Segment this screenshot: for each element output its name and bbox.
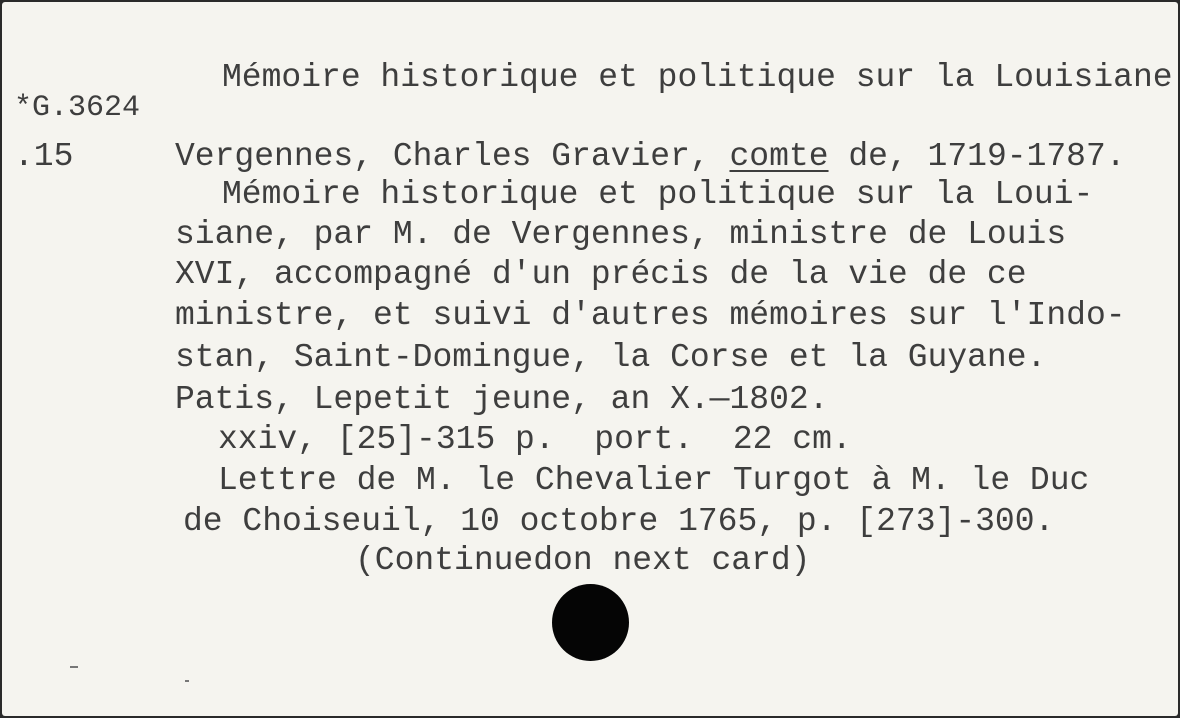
title-line: Mémoire historique et politique sur la Loui-: [222, 176, 1094, 213]
catalog-card: [2, 2, 1178, 716]
author-name: Vergennes, Charles Gravier,: [175, 138, 730, 175]
author-entry: [175, 137, 1126, 177]
author-title: comte: [729, 138, 829, 175]
continued-note: (Continuedon next card): [355, 542, 811, 579]
call-number-line-2: .15: [14, 138, 74, 175]
card-punch-hole: [552, 584, 629, 661]
note-line: de Choiseuil, 10 octobre 1765, p. [273]-300.: [183, 503, 1055, 540]
title-line: ministre, et suivi d'autres mémoires sur l'Indo-: [175, 297, 1126, 334]
title-line: stan, Saint-Domingue, la Corse et la Guyane.: [175, 339, 1047, 376]
speck: [185, 680, 189, 682]
title-line: siane, par M. de Vergennes, ministre de Louis: [175, 216, 1067, 253]
card-heading: Mémoire historique et politique sur la Louisiane: [222, 59, 1173, 96]
collation-line: xxiv, [25]-315 p. port. 22 cm.: [218, 421, 852, 458]
author-dates: de, 1719-1787.: [828, 138, 1126, 175]
imprint-line: Patis, Lepetit jeune, an X.—1802.: [175, 381, 829, 418]
call-number-line-1: *G.3624: [14, 91, 141, 125]
note-line: Lettre de M. le Chevalier Turgot à M. le Duc: [218, 462, 1090, 499]
title-line: XVI, accompagné d'un précis de la vie de ce: [175, 256, 1027, 293]
speck: [70, 666, 78, 668]
